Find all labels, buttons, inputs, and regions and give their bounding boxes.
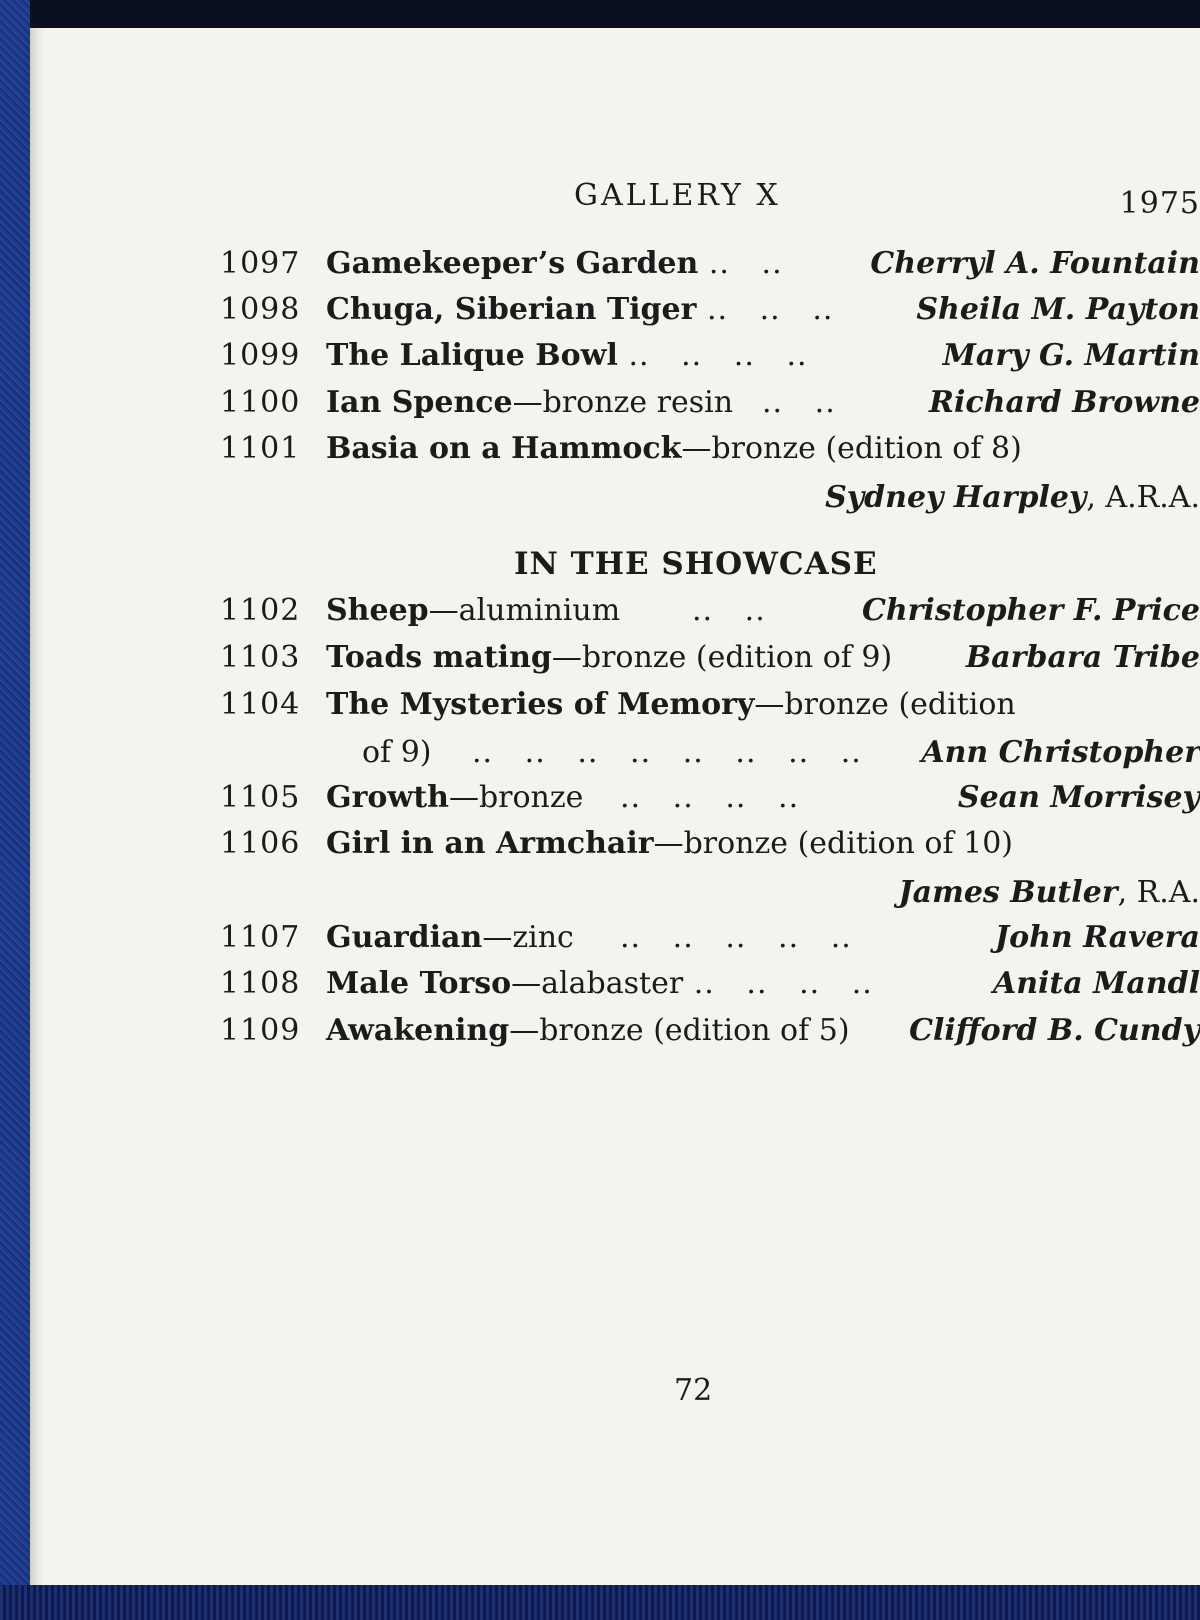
- entry-number: 1106: [220, 826, 301, 861]
- running-header: [44, 178, 1200, 221]
- entry-number: 1100: [220, 385, 301, 420]
- entry-title: Chuga, Siberian Tiger .. .. ..: [326, 292, 834, 327]
- entry-artist: Cherryl A. Fountain: [870, 246, 1200, 281]
- book-cover-spine: [0, 0, 30, 1620]
- entry-continuation: [44, 733, 1200, 773]
- entry-title: Toads mating—bronze (edition of 9): [326, 640, 893, 675]
- entry-artist: Clifford B. Cundy: [909, 1013, 1200, 1048]
- entry-number: 1097: [220, 246, 301, 281]
- entry-title: Ian Spence—bronze resin: [326, 385, 734, 420]
- entry-row: [44, 918, 1200, 958]
- entry-title: Guardian—zinc: [326, 920, 574, 955]
- entry-row: [44, 685, 1200, 725]
- page-edges: [30, 28, 44, 1585]
- entry-number: 1103: [220, 640, 301, 675]
- entry-artist: Mary G. Martin: [942, 338, 1200, 373]
- entry-artist: Sydney Harpley, A.R.A.: [825, 480, 1200, 515]
- leader-dots: .. ..: [692, 593, 766, 628]
- entry-row: [44, 591, 1200, 631]
- entry-title: Awakening—bronze (edition of 5): [326, 1013, 850, 1048]
- entry-title: The Mysteries of Memory—bronze (edition: [326, 687, 1016, 722]
- entry-row: [44, 383, 1200, 423]
- leader-dots: .. ..: [762, 385, 836, 420]
- entry-title: Growth—bronze: [326, 780, 584, 815]
- leader-dots: .. .. .. ..: [620, 780, 800, 815]
- leader-dots: .. .. .. .. .. .. .. ..: [472, 735, 862, 770]
- entry-title: Basia on a Hammock—bronze (edition of 8): [326, 431, 1022, 466]
- entry-row: [44, 638, 1200, 678]
- entry-artist: Ann Christopher: [921, 735, 1200, 770]
- year-label: 1975: [1119, 186, 1200, 221]
- entry-row: [44, 244, 1200, 284]
- entry-artist-line: [44, 873, 1200, 913]
- entry-artist-line: [44, 478, 1200, 518]
- entry-row: [44, 824, 1200, 864]
- entry-title: Girl in an Armchair—bronze (edition of 10): [326, 826, 1013, 861]
- entry-title: Male Torso—alabaster .. .. .. ..: [326, 966, 873, 1001]
- entry-artist: James Butler, R.A.: [898, 875, 1200, 910]
- entry-artist: Anita Mandl: [992, 966, 1200, 1001]
- entry-number: 1105: [220, 780, 301, 815]
- entry-artist: Barbara Tribe: [965, 640, 1200, 675]
- entry-number: 1109: [220, 1013, 301, 1048]
- entry-row: [44, 336, 1200, 376]
- entry-artist: Sheila M. Payton: [916, 292, 1200, 327]
- book-cover-top: [0, 0, 1200, 28]
- entry-number: 1104: [220, 687, 301, 722]
- entry-number: 1101: [220, 431, 301, 466]
- entry-title: Gamekeeper’s Garden .. ..: [326, 246, 783, 281]
- entry-title-continued: of 9): [362, 735, 432, 770]
- entry-artist: Christopher F. Price: [861, 593, 1200, 628]
- page-number: 72: [674, 1373, 713, 1408]
- entry-number: 1098: [220, 292, 301, 327]
- book-cover-bottom: [0, 1585, 1200, 1620]
- entry-title: The Lalique Bowl .. .. .. ..: [326, 338, 808, 373]
- gallery-heading: GALLERY X: [574, 178, 781, 213]
- catalogue-page: [44, 28, 1200, 1585]
- entry-number: 1108: [220, 966, 301, 1001]
- leader-dots: .. .. .. .. ..: [620, 920, 852, 955]
- entry-row: [44, 290, 1200, 330]
- entry-row: [44, 429, 1200, 469]
- entry-artist: John Ravera: [994, 920, 1200, 955]
- entry-row: [44, 964, 1200, 1004]
- entry-number: 1102: [220, 593, 301, 628]
- section-heading: IN THE SHOWCASE: [514, 546, 878, 582]
- entry-number: 1107: [220, 920, 301, 955]
- entry-number: 1099: [220, 338, 301, 373]
- entry-title: Sheep—aluminium: [326, 593, 621, 628]
- entry-artist: Sean Morrisey: [957, 780, 1200, 815]
- entry-row: [44, 1011, 1200, 1051]
- entry-row: [44, 778, 1200, 818]
- entry-artist: Richard Browne: [929, 385, 1200, 420]
